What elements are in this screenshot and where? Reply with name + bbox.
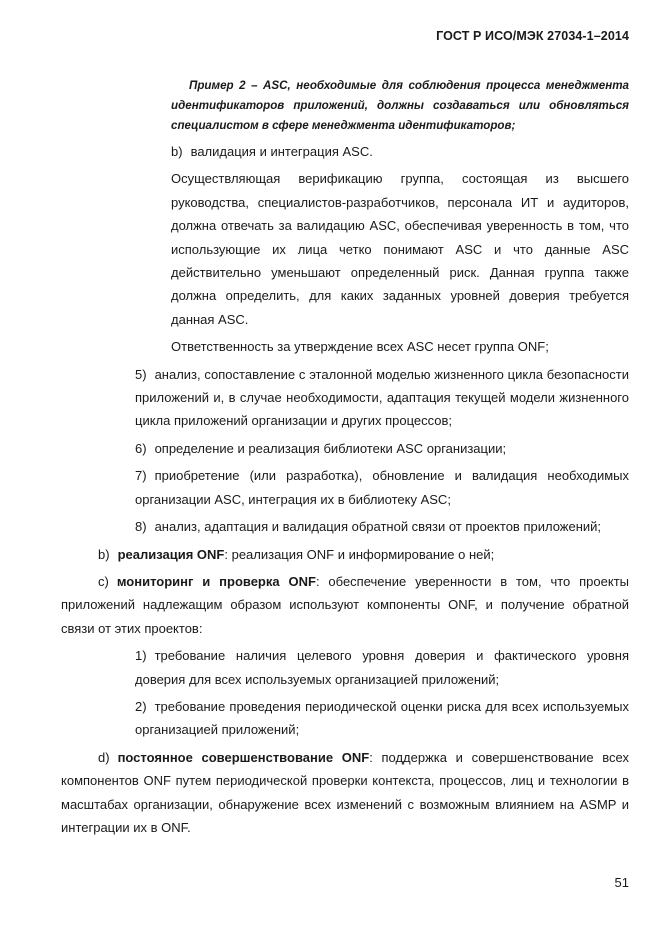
example-text: ASC, необходимые для соблюдения процесса менеджмента идентификаторов приложений, должны создаваться или обновляться специалистом в сфере менеджмента идентификаторов; bbox=[171, 79, 629, 132]
list-item-label: c) bbox=[98, 573, 109, 589]
page-number: 51 bbox=[614, 875, 629, 890]
term-bold: реализация ONF bbox=[117, 546, 225, 562]
item-b-implementation bbox=[61, 543, 629, 566]
list-item-label: b) bbox=[171, 144, 183, 159]
list-item-text: анализ, сопоставление с эталонной моделью жизненного цикла безопасности приложений и, в случае необходимости, адаптация текущей модели жизненного цикла приложений организации и других процессов; bbox=[135, 366, 629, 429]
list-item-text: определение и реализация библиотеки ASC организации; bbox=[154, 440, 507, 456]
responsibility-paragraph: Ответственность за утверждение всех ASC несет группа ONF; bbox=[171, 339, 549, 355]
list-item-label: 2) bbox=[135, 698, 147, 714]
document-header: ГОСТ Р ИСО/МЭК 27034-1–2014 bbox=[436, 29, 629, 43]
item-c-monitoring bbox=[61, 570, 629, 640]
list-item-label: 7) bbox=[135, 468, 147, 484]
term-bold: мониторинг и проверка ONF bbox=[116, 573, 316, 589]
page-body bbox=[61, 74, 629, 839]
numbered-item-8 bbox=[135, 515, 629, 538]
list-item-text: анализ, адаптация и валидация обратной связи от проектов приложений; bbox=[154, 519, 602, 535]
list-item-label: d) bbox=[98, 749, 110, 765]
item-d-improvement bbox=[61, 746, 629, 840]
list-item-label: 5) bbox=[135, 366, 147, 382]
list-item-text: : реализация ONF и информирование о ней; bbox=[224, 546, 495, 562]
numbered-item-7 bbox=[135, 464, 629, 511]
list-item-label: 1) bbox=[135, 648, 147, 664]
list-item-label: b) bbox=[98, 546, 110, 562]
list-item-label: 6) bbox=[135, 440, 147, 456]
list-item-text: : обеспечение уверенности в том, что проекты приложений надлежащим образом используют компоненты ONF, и получение обратной связи от этих проектов: bbox=[61, 573, 629, 636]
list-item-text: требование проведения периодической оценки риска для всех используемых организацией приложений; bbox=[135, 698, 629, 738]
list-item-text: валидация и интеграция ASC. bbox=[190, 144, 373, 159]
c-subitem-2 bbox=[135, 695, 629, 742]
example-label: Пример 2 – bbox=[189, 79, 258, 92]
c-subitem-1 bbox=[135, 644, 629, 691]
numbered-item-5 bbox=[135, 363, 629, 433]
term-bold: постоянное совершенствование ONF bbox=[117, 749, 370, 765]
list-item-validation bbox=[171, 140, 629, 163]
list-item-text: требование наличия целевого уровня доверия и фактического уровня доверия для всех используемых организацией приложений; bbox=[135, 648, 629, 687]
example-note bbox=[171, 76, 629, 136]
list-item-label: 8) bbox=[135, 519, 147, 535]
list-item-text: : поддержка и совершенствование всех компонентов ONF путем периодической проверки контекста, процессов, лиц и технологии в масштабах организации, обнаружение всех изменений с возможным влиянием на ASMP и интеграции их в ONF. bbox=[61, 749, 629, 835]
numbered-item-6 bbox=[135, 437, 629, 460]
list-item-text: приобретение (или разработка), обновление и валидация необходимых организации ASC, интеграция их в библиотеку ASC; bbox=[135, 468, 629, 507]
verification-paragraph: Осуществляющая верификацию группа, состоящая из высшего руководства, специалистов-разработчиков, персонала ИТ и аудиторов, должна отвечать за валидацию ASC, обеспечивая уверенность в том, что использующие их лица четко понимают ASC и что данные ASC действительно уменьшают определенный риск. Данная группа также должна определить, для каких заданных уровней доверия требуется данная ASC. bbox=[171, 171, 629, 327]
